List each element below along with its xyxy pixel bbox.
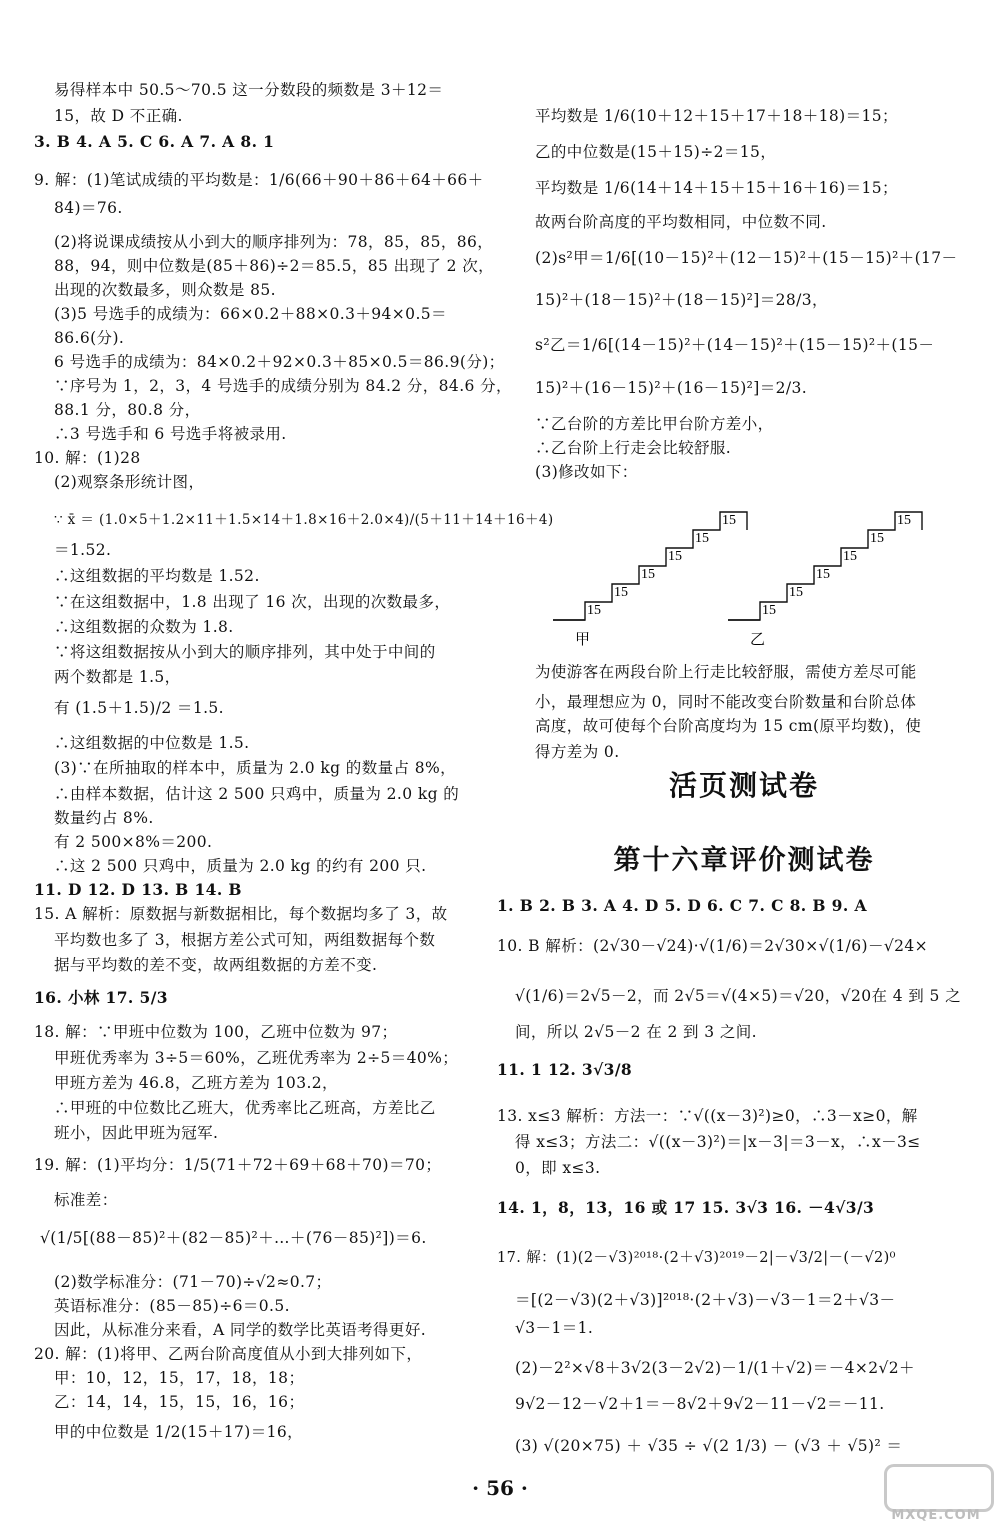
text-line: ∵在这组数据中，1.8 出现了 16 次，出现的次数最多， <box>54 593 451 611</box>
text-line: 平均数是 1/6(10＋12＋15＋17＋18＋18)＝15； <box>535 107 898 125</box>
text-line: 平均数是 1/6(14＋14＋15＋15＋16＋16)＝15； <box>535 179 898 197</box>
text-line: 有 2 500×8%＝200. <box>54 833 213 851</box>
watermark-logo <box>880 1462 992 1532</box>
text-line: 得 x≤3；方法二：√((x－3)²)＝|x－3|＝3－x，∴x－3≤ <box>515 1133 921 1151</box>
step-label: 15 <box>843 549 857 564</box>
text-line: (3)5 号选手的成绩为：66×0.2＋88×0.3＋94×0.5＝ <box>54 305 447 323</box>
answer-line: 11. 1 12. 3√3/8 <box>497 1060 633 1079</box>
section-title: 活页测试卷 <box>668 769 819 802</box>
step-label: 15 <box>695 531 709 546</box>
text-line: (2)数学标准分：(71－70)÷√2≈0.7； <box>54 1273 332 1291</box>
text-line: ∴乙台阶上行走会比较舒服. <box>535 439 732 457</box>
text-line: 乙的中位数是(15＋15)÷2＝15， <box>535 143 777 161</box>
staircase-outline <box>553 512 747 620</box>
text-line: 0，即 x≤3. <box>515 1159 601 1177</box>
step-label: 15 <box>641 567 655 582</box>
text-line: 15，故 D 不正确. <box>54 107 183 125</box>
formula-line: √(1/5[(88－85)²＋(82－85)²＋…＋(76－85)²])＝6. <box>40 1229 427 1247</box>
staircase-label: 乙 <box>750 632 766 648</box>
text-line: (2)将说课成绩按从小到大的顺序排列为：78，85，85，86， <box>54 233 494 251</box>
text-line: 甲班方差为 46.8，乙班方差为 103.2， <box>54 1074 338 1092</box>
text-line: ∵序号为 1，2，3，4 号选手的成绩分别为 84.2 分，84.6 分， <box>54 377 512 395</box>
text-line: s²乙＝1/6[(14－15)²＋(14－15)²＋(15－15)²＋(15－ <box>535 336 935 354</box>
text-line: ＝1.52. <box>54 541 112 559</box>
answer-line: 3. B 4. A 5. C 6. A 7. A 8. 1 <box>34 132 275 151</box>
text-line: 17. 解：(1)(2－√3)²⁰¹⁸·(2＋√3)²⁰¹⁹－2|－√3/2|－(－√2)⁰ <box>497 1250 896 1266</box>
text-line: 15)²＋(18－15)²＋(18－15)²]＝28/3， <box>535 291 828 309</box>
text-line: 小，最理想应为 0，同时不能改变台阶数量和台阶总体 <box>535 693 917 711</box>
text-line: ∴3 号选手和 6 号选手将被录用. <box>54 425 287 443</box>
text-line: 86.6(分). <box>54 329 125 347</box>
text-line: ∴这 2 500 只鸡中，质量为 2.0 kg 的约有 200 只. <box>54 857 427 875</box>
text-line: 19. 解：(1)平均分：1/5(71＋72＋69＋68＋70)＝70； <box>34 1156 442 1174</box>
text-line: (2)s²甲＝1/6[(10－15)²＋(12－15)²＋(15－15)²＋(17－ <box>535 249 958 267</box>
text-line: 10. 解：(1)28 <box>34 449 141 467</box>
text-line: 84)＝76. <box>54 199 123 217</box>
text-line: 15. A 解析：原数据与新数据相比，每个数据均多了 3，故 <box>34 905 448 923</box>
step-label: 15 <box>870 531 884 546</box>
watermark-text: MXQE.COM <box>891 1508 981 1523</box>
text-line: 出现的次数最多，则众数是 85. <box>54 281 276 299</box>
text-line: 为使游客在两段台阶上行走比较舒服，需使方差尽可能 <box>535 663 917 681</box>
text-line: (3)修改如下： <box>535 463 638 481</box>
text-line: 10. B 解析：(2√30－√24)·√(1/6)＝2√30×√(1/6)－√24× <box>497 937 929 955</box>
text-line: ∴这组数据的众数为 1.8. <box>54 618 234 636</box>
text-line: √3－1＝1. <box>515 1319 594 1337</box>
answer-line: 16. 小林 17. 5/3 <box>34 988 168 1007</box>
text-line: 标准差： <box>54 1191 118 1209</box>
step-label: 15 <box>668 549 682 564</box>
text-line: 易得样本中 50.5～70.5 这一分数段的频数是 3＋12＝ <box>54 81 444 99</box>
text-line: (2)观察条形统计图， <box>54 473 205 491</box>
text-line: 数量约占 8%. <box>54 809 154 827</box>
text-line: √(1/6)＝2√5－2，而 2√5＝√(4×5)＝√20，√20在 4 到 5 之 <box>515 987 962 1005</box>
text-line: 故两台阶高度的平均数相同，中位数不同. <box>535 213 827 231</box>
text-line: (3) √(20×75) ＋ √35 ÷ √(2 1/3) － (√3 ＋ √5)² ＝ <box>515 1437 903 1455</box>
formula-line: ∵ x̄ ＝ (1.0×5＋1.2×11＋1.5×14＋1.8×16＋2.0×4)/(5＋11＋14＋16＋4) <box>54 512 554 528</box>
text-line: 高度，故可使每个台阶高度均为 15 cm(原平均数)，使 <box>535 717 922 735</box>
text-line: ∴这组数据的中位数是 1.5. <box>54 734 250 752</box>
step-label: 15 <box>789 585 803 600</box>
text-line: 乙：14，14，15，15，16，16； <box>54 1393 305 1411</box>
text-line: ∵乙台阶的方差比甲台阶方差小， <box>535 415 774 433</box>
text-line: (3)∵在所抽取的样本中，质量为 2.0 kg 的数量占 8%， <box>54 759 457 777</box>
text-line: 20. 解：(1)将甲、乙两台阶高度值从小到大排列如下， <box>34 1345 423 1363</box>
answer-line: 11. D 12. D 13. B 14. B <box>34 880 242 899</box>
answer-line: 14. 1，8，13，16 或 17 15. 3√3 16. －4√3/3 <box>497 1198 875 1217</box>
text-line: 两个数都是 1.5， <box>54 668 181 686</box>
text-line: 13. x≤3 解析：方法一：∵√((x－3)²)≥0，∴3－x≥0，解 <box>497 1107 918 1125</box>
text-line: 甲的中位数是 1/2(15＋17)＝16， <box>54 1423 304 1441</box>
text-line: (2)－2²×√8＋3√2(3－2√2)－1/(1＋√2)＝－4×2√2＋ <box>515 1359 915 1377</box>
formula-line: 有 (1.5＋1.5)/2 ＝1.5. <box>54 699 225 717</box>
answer-line: 1. B 2. B 3. A 4. D 5. D 6. C 7. C 8. B 9. A <box>497 896 867 915</box>
text-line: 甲班优秀率为 3÷5＝60%，乙班优秀率为 2÷5＝40%； <box>54 1049 459 1067</box>
text-line: 据与平均数的差不变，故两组数据的方差不变. <box>54 956 378 974</box>
text-line: 间，所以 2√5－2 在 2 到 3 之间. <box>515 1023 757 1041</box>
stairs-figure <box>545 492 945 657</box>
page-number: · 56 · <box>472 1476 528 1500</box>
text-line: ∴由样本数据，估计这 2 500 只鸡中，质量为 2.0 kg 的 <box>54 785 460 803</box>
text-line: 88，94，则中位数是(85＋86)÷2＝85.5，85 出现了 2 次， <box>54 257 495 275</box>
text-line: ∴甲班的中位数比乙班大，优秀率比乙班高，方差比乙 <box>54 1099 436 1117</box>
step-label: 15 <box>816 567 830 582</box>
chapter-title: 第十六章评价测试卷 <box>613 845 875 876</box>
text-line: 9√2－12－√2＋1＝－8√2＋9√2－11－√2＝－11. <box>515 1395 885 1413</box>
text-line: ∴这组数据的平均数是 1.52. <box>54 567 260 585</box>
step-label: 15 <box>614 585 628 600</box>
step-label: 15 <box>897 513 911 528</box>
staircase-label: 甲 <box>575 632 591 648</box>
watermark-badge-icon <box>884 1464 994 1512</box>
text-line: 9. 解：(1)笔试成绩的平均数是：1/6(66＋90＋86＋64＋66＋ <box>34 171 484 189</box>
text-line: 得方差为 0. <box>535 743 620 761</box>
text-line: 18. 解：∵甲班中位数为 100，乙班中位数为 97； <box>34 1023 398 1041</box>
text-line: 88.1 分，80.8 分， <box>54 401 201 419</box>
text-line: 15)²＋(16－15)²＋(16－15)²]＝2/3. <box>535 379 808 397</box>
text-line: ∵将这组数据按从小到大的顺序排列，其中处于中间的 <box>54 643 436 661</box>
text-line: 平均数也多了 3，根据方差公式可知，两组数据每个数 <box>54 931 436 949</box>
text-line: 因此，从标准分来看，A 同学的数学比英语考得更好. <box>54 1321 427 1339</box>
step-label: 15 <box>762 603 776 618</box>
text-line: 英语标准分：(85－85)÷6＝0.5. <box>54 1297 290 1315</box>
text-line: 6 号选手的成绩为：84×0.2＋92×0.3＋85×0.5＝86.9(分)； <box>54 353 505 371</box>
text-line: ＝[(2－√3)(2＋√3)]²⁰¹⁸·(2＋√3)－√3－1＝2＋√3－ <box>515 1291 896 1309</box>
staircase-outline <box>728 512 922 620</box>
text-line: 甲：10，12，15，17，18，18； <box>54 1369 305 1387</box>
text-line: 班小，因此甲班为冠军. <box>54 1124 219 1142</box>
step-label: 15 <box>587 603 601 618</box>
step-label: 15 <box>722 513 736 528</box>
